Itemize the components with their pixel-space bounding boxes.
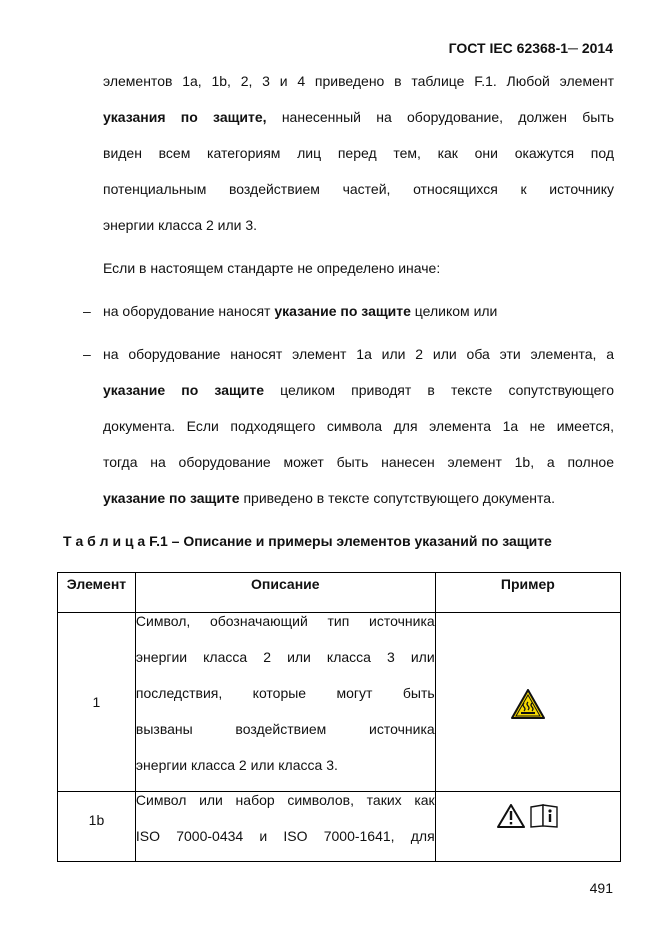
caption-text: F.1 – Описание и примеры элементов указаний по защите xyxy=(145,533,552,549)
list-item-2-line5-rest: приведено в тексте сопутствующего документа. xyxy=(239,490,555,506)
row1-example xyxy=(435,613,620,792)
list-item-1 xyxy=(103,303,614,319)
document-header: ГОСТ IEC 62368-1─ 2014 xyxy=(448,40,613,56)
header-element: Элемент xyxy=(58,573,136,613)
table-header-row xyxy=(58,573,621,613)
elements-table xyxy=(57,572,621,862)
row1-desc-line: вызваны воздействием источника xyxy=(135,721,435,737)
table-caption xyxy=(63,533,552,549)
caption-prefix: Т а б л и ц а xyxy=(63,533,146,549)
row1-description xyxy=(135,613,435,792)
list-item-2-line1: на оборудование наносят элемент 1а или 2 или оба эти элемента, а xyxy=(103,346,614,362)
list-item-2-line3: документа. Если подходящего символа для элемента 1а не имеется, xyxy=(103,418,614,434)
list-item-2-bold: указание по защите xyxy=(103,382,265,398)
caution-triangle-icon xyxy=(497,804,525,831)
list-dash-2: – xyxy=(83,346,91,362)
row1-desc-line: энергии класса 2 или класса 3. xyxy=(135,757,338,773)
para1-line3: виден всем категориям лиц перед тем, как они окажутся под xyxy=(103,145,614,161)
list-item-2-line5-bold: указание по защите xyxy=(103,490,240,506)
row1-desc-line: последствия, которые могут быть xyxy=(135,685,435,701)
header-description: Описание xyxy=(135,573,435,613)
row2-element: 1b xyxy=(58,792,136,862)
row2-desc-line: ISO 7000-0434 и ISO 7000-1641, для xyxy=(135,828,435,844)
para1-line2 xyxy=(103,109,614,125)
page-number: 491 xyxy=(589,880,613,896)
para2-text: Если в настоящем стандарте не определено иначе: xyxy=(103,260,441,276)
row2-description xyxy=(135,792,435,862)
list-item-2-line4: тогда на оборудование может быть нанесен элемент 1b, а полное xyxy=(103,454,614,470)
para1-line1: элементов 1а, 1b, 2, 3 и 4 приведено в таблице F.1. Любой элемент xyxy=(103,73,614,89)
row1-desc-line: энергии класса 2 или класса 3 или xyxy=(135,649,435,665)
list-item-2-line5 xyxy=(103,490,614,506)
para1-bold-term: указания по защите, xyxy=(103,109,267,125)
list-item-1-post: целиком или xyxy=(410,303,498,319)
para1-line2-rest: нанесенный на оборудование, должен быть xyxy=(266,109,615,125)
row2-desc-line: Символ или набор символов, таких как xyxy=(135,792,435,808)
list-item-2-line2 xyxy=(103,382,614,398)
para1-line5: энергии класса 2 или 3. xyxy=(103,217,258,233)
manual-info-icon xyxy=(529,804,559,831)
list-dash-1: – xyxy=(83,303,91,319)
row1-desc-line: Символ, обозначающий тип источника xyxy=(135,613,435,629)
hot-surface-warning-icon xyxy=(511,689,545,722)
table-row xyxy=(58,613,621,792)
list-item-1-pre: на оборудование наносят xyxy=(103,303,275,319)
row2-example xyxy=(435,792,620,862)
list-item-1-bold: указание по защите xyxy=(274,303,411,319)
header-example: Пример xyxy=(435,573,620,613)
list-item-2-line2-rest: целиком приводят в тексте сопутствующего xyxy=(264,382,614,398)
table-row xyxy=(58,792,621,862)
row1-element: 1 xyxy=(58,613,136,792)
para1-line4: потенциальным воздействием частей, относящихся к источнику xyxy=(103,181,614,197)
